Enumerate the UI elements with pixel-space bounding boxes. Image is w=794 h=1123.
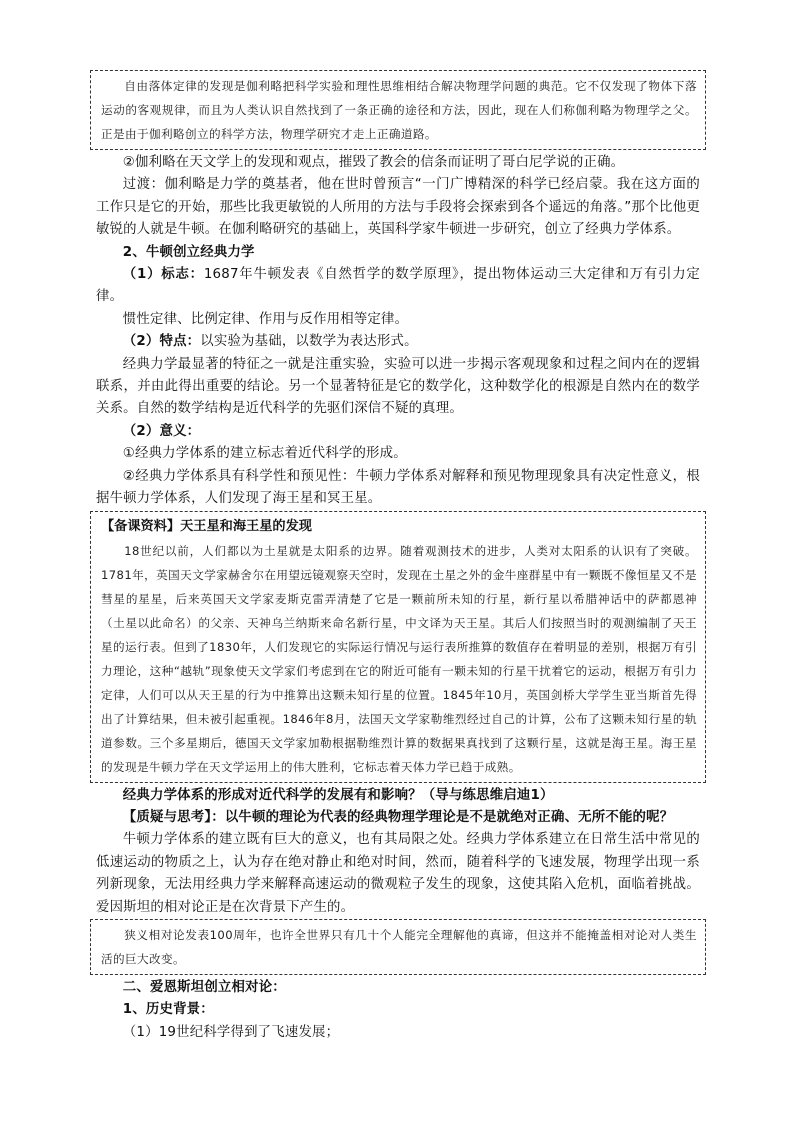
question-heading: 经典力学体系的形成对近代科学的发展有和影响？（导与练思维启迪1）: [122, 787, 554, 803]
paragraph: ②伽利略在天文学上的发现和观点，摧毁了教会的信条而证明了哥白尼学说的正确。: [122, 155, 625, 170]
note-text: 18世纪以前，人们都以为土星就是太阳系的边界。随着观测技术的进步，人类对太阳系的认识有了突破。1781年，英国天文学家赫舍尔在用望远镜观察天空时，发现在土星之外的金牛座群星中有一颗既不像恒星又不是彗星的星星，后来英国天文学家麦斯克雷弄清楚了它是一颗前所未知的行星，新行星以希腊神话中的萨都恩神（土星以此命名）的父亲、天神乌兰纳斯来命名新行星，中文译为天王星。其后人们按照当时的观测编制了天王星的运行表。但到了1830年，人们发现它的实际运行情况与运行表所推算的数值存在着明显的差别，根据万有引力理论，这种“越轨”现象使天文学家们考虑到在它的附近可能有一颗未知的行星干扰着它的运动，根据万有引力定律，人们可以从天王星的行为中推算出这颗未知行星的位置。1845年10月，英国剑桥大学学生亚当斯首先得出了计算结果，但未被引起重视。1846年8月，法国天文学家勒维烈经过自己的计算，公布了这颗未知行星的轨道参数。三个多星期后，德国天文学家加勒根据勒维烈计算的数据果真找到了这颗行星，这就是海王星。海王星的发现是牛顿力学在天文学运用上的伟大胜利，它标志着天体力学已趋于成熟。: [101, 543, 697, 774]
text-sign: 1687年牛顿发表《自然哲学的数学原理》，提出物体运动三大定律和万有引力定律。: [96, 267, 700, 305]
label-question: 【质疑与思考】：: [122, 809, 225, 825]
paragraph-significance-1: ①经典力学体系的建立标志着近代科学的形成。: [122, 446, 407, 462]
note-box-relativity: [90, 919, 706, 975]
note-box-planets: [90, 511, 706, 783]
paragraph-background-1: （1）19世纪科学得到了飞速发展；: [122, 1024, 340, 1040]
paragraph-sign: [96, 264, 700, 309]
section-heading: 二、爱恩斯坦创立相对论：: [122, 979, 286, 995]
label-significance: （2）意义：: [122, 423, 201, 439]
note-box-galileo: [90, 70, 706, 150]
note-title: 【备课资料】天王星和海王星的发现: [101, 518, 312, 534]
paragraph-significance-2: ②经典力学体系具有科学性和预见性：牛顿力学体系对解释和预见物理现象具有决定性意义，根据牛顿力学体系，人们发现了海王星和冥王星。: [96, 468, 700, 507]
label-sign: （1）标志：: [122, 267, 204, 283]
paragraph-feature-detail: 经典力学最显著的特征之一就是注重实验，实验可以进一步揭示客观现象和过程之间内在的逻辑联系，并由此得出重要的结论。另一个显著特征是它的数学化，这种数学化的根源是自然内在的数学关系。自然的数学结构是近代科学的先驱们深信不疑的真理。: [96, 356, 700, 417]
text-question: 以牛顿的理论为代表的经典物理学理论是不是就绝对正确、无所不能的呢？: [224, 809, 674, 825]
paragraph-feature: [96, 331, 700, 353]
paragraph-laws: 惯性定律、比例定律、作用与反作用相等定律。: [122, 311, 409, 327]
paragraph-limitation: 牛顿力学体系的建立既有巨大的意义，也有其局限之处。经典力学体系建立在日常生活中常见的低速运动的物质之上，认为存在绝对静止和绝对时间，然而，随着科学的飞速发展，物理学出现一系列新现象，无法用经典力学来解释高速运动的微观粒子发生的现象，这使其陷入危机，面临着挑战。爱因斯坦的相对论正是在次背景下产生的。: [96, 832, 700, 915]
subsection-heading: 1、历史背景：: [122, 1002, 214, 1018]
note-text: 自由落体定律的发现是伽利略把科学实验和理性思维相结合解决物理学问题的典范。它不仅发现了物体下落运动的客观规律，而且为人类认识自然找到了一条正确的途径和方法，因此，现在人们称伽利略为物理学之父。正是由于伽利略创立的科学方法，物理学研究才走上正确道路。: [101, 79, 697, 141]
question-think: [96, 807, 700, 829]
section-heading: 2、牛顿创立经典力学: [122, 244, 255, 260]
label-feature: （2）特点：: [122, 334, 201, 350]
note-text: 狭义相对论发表100周年，也许全世界只有几十个人能完全理解他的真谛，但这并不能掩盖相对论对人类生活的巨大改变。: [101, 927, 697, 966]
document-content: [96, 70, 700, 1044]
paragraph-transition: 过渡：伽利略是力学的奠基者，他在世时曾预言“一门广博精深的科学已经启蒙。我在这方面的工作只是它的开始，那些比我更敏锐的人所用的方法与手段将会探索到各个遥远的角落。”那个比他更敏锐的人就是牛顿。在伽利略研究的基础上，英国科学家牛顿进一步研究，创立了经典力学体系。: [96, 177, 700, 238]
text-feature: 以实验为基础，以数学为表达形式。: [200, 334, 418, 350]
